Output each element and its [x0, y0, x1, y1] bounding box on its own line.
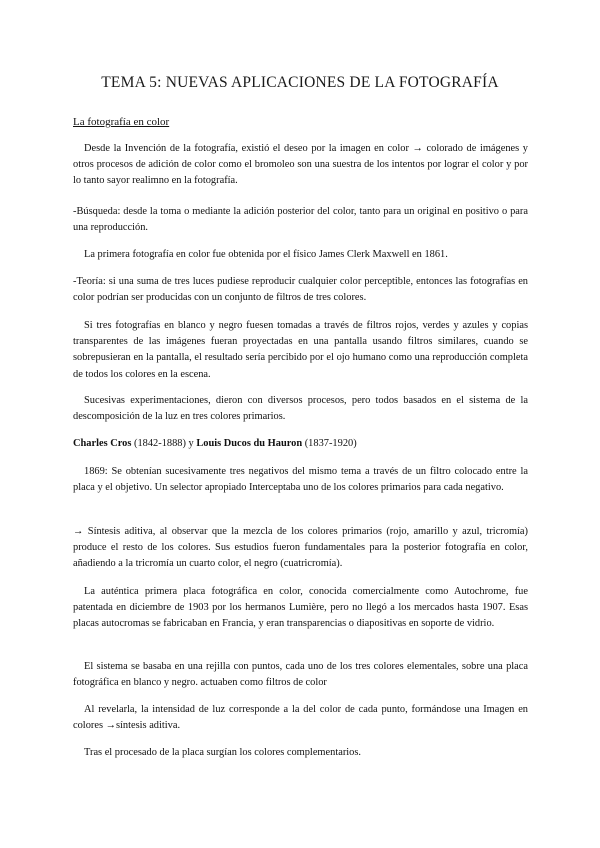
paragraph-teoria: -Teoría: si una suma de tres luces pudiese reproducir cualquier color perceptible, entonces las fotografías en color podrían ser producidas con un conjunto de filtros de tres colores.: [73, 276, 528, 304]
paragraph-revelado: Al revelarla, la intensidad de luz corresponde a la del color de cada punto, formándose una Imagen en colores →síntesis aditiva.: [73, 704, 528, 732]
paragraph-rejilla: El sistema se basaba en una rejilla con puntos, cada uno de los tres colores elementales, sobre una placa fotográfica en blanco y negro. actuaben como filtros de color: [73, 661, 528, 689]
paragraph-maxwell: La primera fotografía en color fue obtenida por el físico James Clerk Maxwell en 1861.: [84, 249, 448, 260]
inventor-dates-ducos: (1837-1920): [302, 438, 357, 449]
paragraph-invention: Desde la Invención de la fotografía, existió el deseo por la imagen en color → colorado de imágenes y otros procesos de adición de color como el bromoleo son una suestra de los intentos por lograr el color y por lo tanto sayor realimno en la fotografía.: [73, 143, 528, 187]
paragraph-experiments: Sucesivas experimentaciones, dieron con diversos procesos, pero todos basados en el sistema de la descomposición de la luz en tres colores primarios.: [73, 395, 528, 423]
paragraph-busqueda: -Búsqueda: desde la toma o mediante la adición posterior del color, tanto para un original en positivo o para una reproducción.: [73, 206, 528, 234]
inventor-dates-cros: (1842-1888) y: [131, 438, 197, 449]
paragraph-inventors: [73, 436, 528, 452]
paragraph-1869: 1869: Se obtenían sucesivamente tres negativos del mismo tema a través de un filtro colocado entre la placa y el objetivo. Un selector apropiado Interceptaba uno de los colores primarios para cada negativo.: [73, 466, 528, 494]
page-title: TEMA 5: NUEVAS APLICACIONES DE LA FOTOGRAFÍA: [101, 74, 499, 91]
paragraph-sintesis: → Síntesis aditiva, al observar que la mezcla de los colores primarios (rojo, amarillo y azul, tricromía) produce el resto de los colores. Sus estudios fueron fundamentales para la posterior fotografía en color, añadiendo a la tricromía un cuarto color, el negro (cuatricromía).: [73, 526, 528, 570]
inventor-name-cros: Charles Cros: [73, 438, 132, 449]
paragraph-autochrome: La auténtica primera placa fotográfica en color, conocida comercialmente como Autochrome, fue patentada en diciembre de 1903 por los hermanos Lumière, pero no llegó a los mercados hasta 1907. Esas placas autocromas se fabricaban en Francia, y eran transparencias o diapositivas en soporte de vidrio.: [73, 586, 528, 630]
paragraph-filters: Si tres fotografías en blanco y negro fuesen tomadas a través de filtros rojos, verdes y azules y copias transparentes de las imágenes fueran proyectadas en una pantalla usando filtros similares, cuando se sobrepusieran en la pantalla, el resultado sería percibido por el ojo humano como una reproducción completa de todos los colores en la escena.: [73, 320, 528, 380]
inventor-name-ducos: Louis Ducos du Hauron: [196, 438, 303, 449]
section-heading: La fotografía en color: [73, 116, 170, 128]
paragraph-complementarios: Tras el procesado de la placa surgían los colores complementarios.: [84, 747, 362, 758]
